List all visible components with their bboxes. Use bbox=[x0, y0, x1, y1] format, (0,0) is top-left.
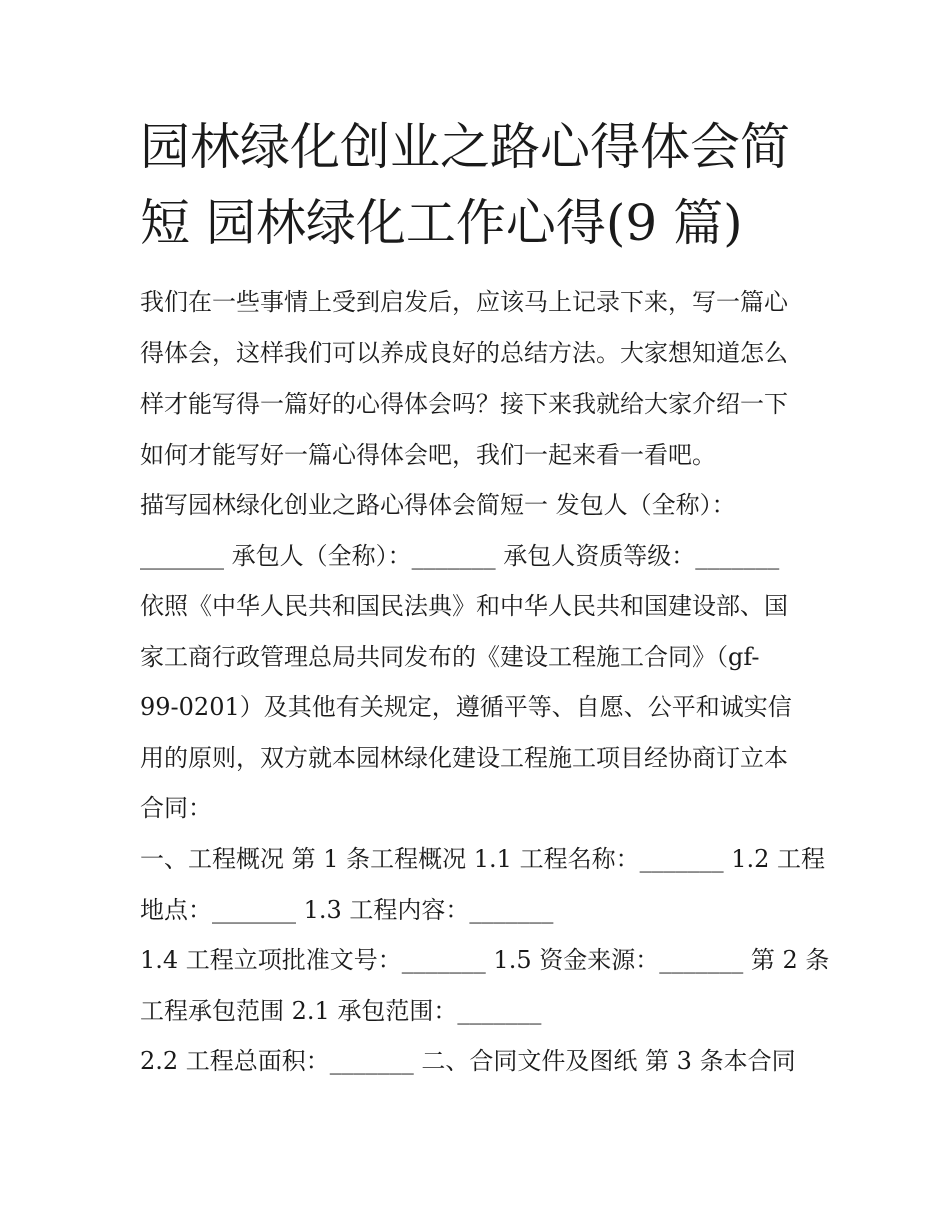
body-line-16: 2.2 工程总面积：_______ 二、合同文件及图纸 第 3 条本合同 bbox=[140, 1047, 796, 1075]
body-line-4: 如何才能写好一篇心得体会吧，我们一起来看一看吧。 bbox=[140, 441, 716, 469]
body-line-8: 家工商行政管理总局共同发布的《建设工程施工合同》（gf- bbox=[140, 643, 760, 671]
body-line-12: 一、工程概况 第 1 条工程概况 1.1 工程名称：_______ 1.2 工程 bbox=[140, 845, 826, 873]
body-line-11: 合同： bbox=[140, 794, 212, 822]
document-title-line-1: 园林绿化创业之路心得体会简 bbox=[140, 118, 790, 176]
body-line-1: 我们在一些事情上受到启发后，应该马上记录下来，写一篇心 bbox=[140, 288, 788, 316]
body-line-7: 依照《中华人民共和国民法典》和中华人民共和国建设部、国 bbox=[140, 592, 788, 620]
document-title-line-2: 短 园林绿化工作心得(9 篇) bbox=[140, 194, 743, 252]
body-line-13: 地点：_______ 1.3 工程内容：_______ bbox=[140, 896, 554, 924]
body-line-15: 工程承包范围 2.1 承包范围：_______ bbox=[140, 997, 542, 1025]
body-line-6: _______ 承包人（全称）：_______ 承包人资质等级：_______ bbox=[140, 542, 780, 570]
body-line-10: 用的原则，双方就本园林绿化建设工程施工项目经协商订立本 bbox=[140, 744, 788, 772]
body-line-9: 99-0201）及其他有关规定，遵循平等、自愿、公平和诚实信 bbox=[140, 693, 792, 721]
body-line-2: 得体会，这样我们可以养成良好的总结方法。大家想知道怎么 bbox=[140, 339, 788, 367]
body-line-14: 1.4 工程立项批准文号：_______ 1.5 资金来源：_______ 第 2 条 bbox=[140, 946, 830, 974]
body-line-5: 描写园林绿化创业之路心得体会简短一 发包人（全称）： bbox=[140, 491, 736, 519]
body-line-3: 样才能写得一篇好的心得体会吗？接下来我就给大家介绍一下 bbox=[140, 390, 788, 418]
